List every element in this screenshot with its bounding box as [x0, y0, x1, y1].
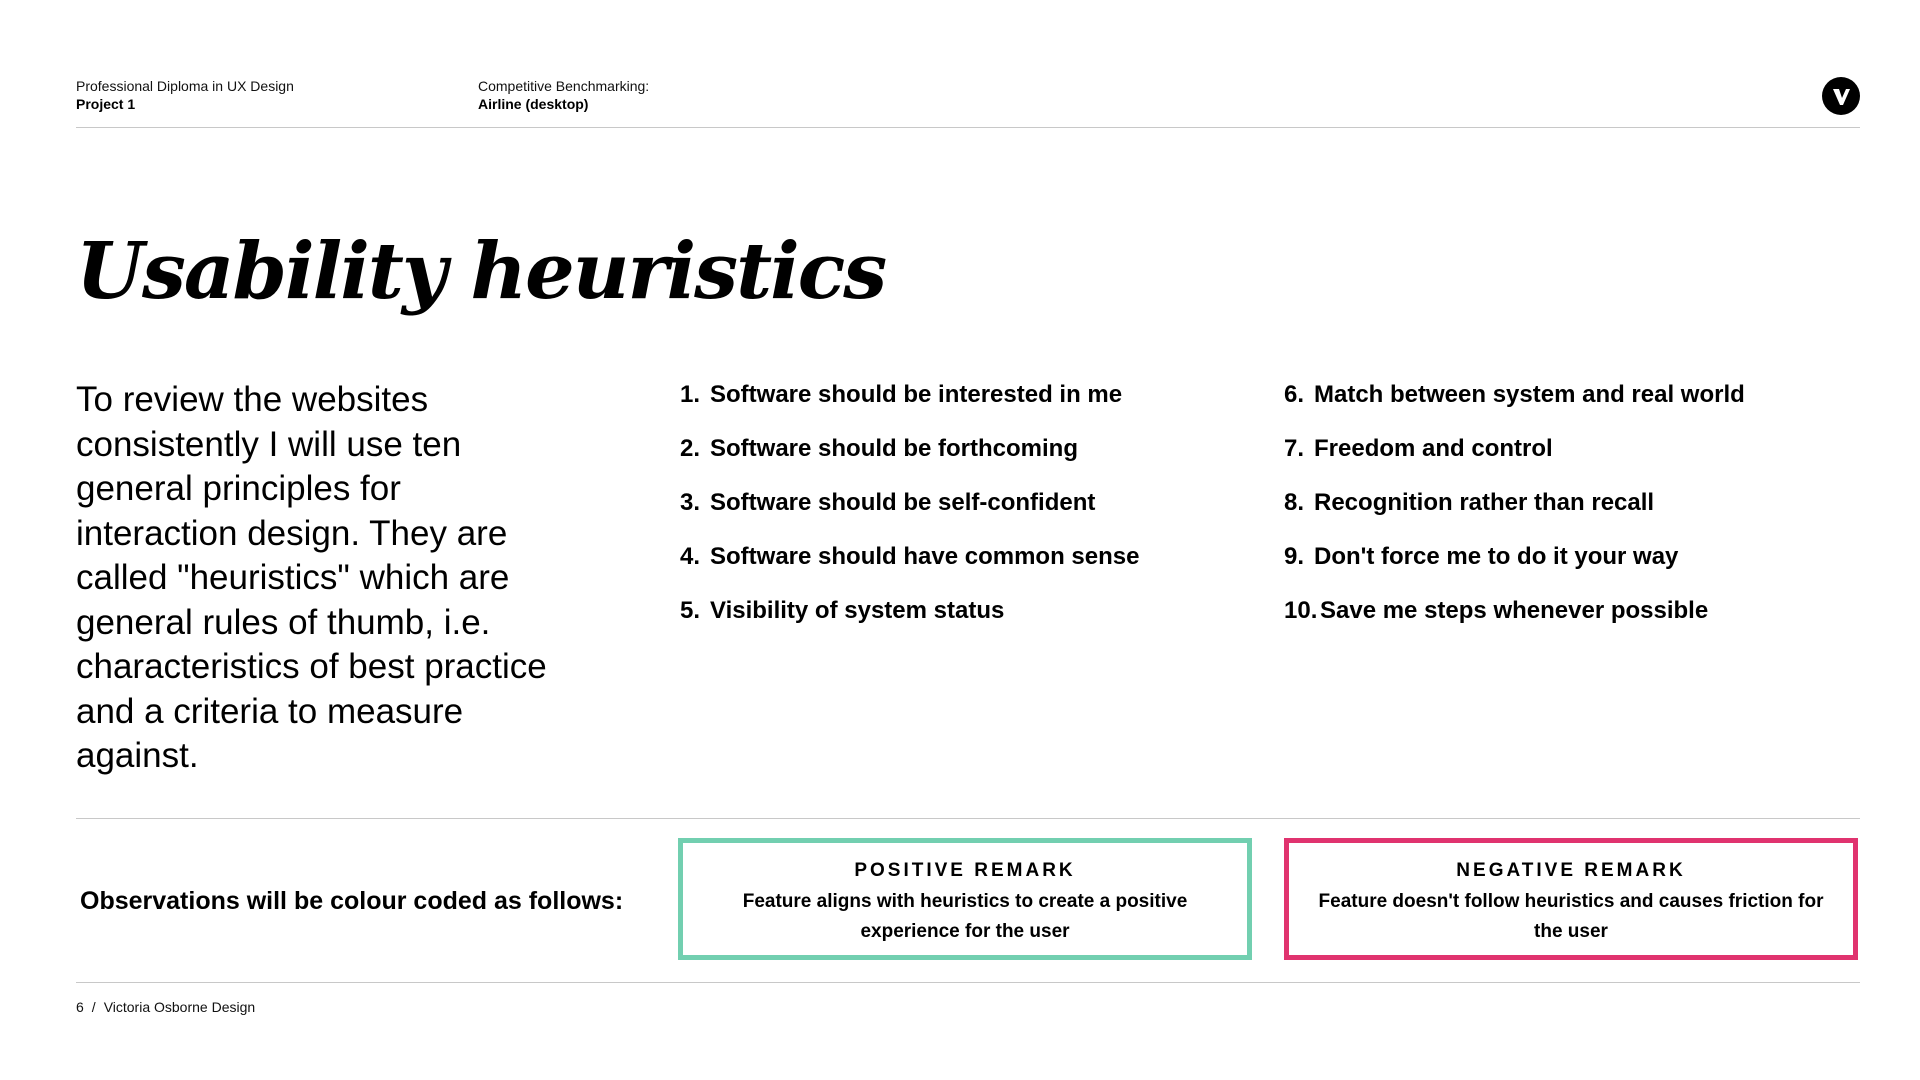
v-monogram-icon: [1822, 77, 1860, 115]
legend-label: Observations will be colour coded as follows:: [80, 887, 624, 915]
heuristic-text: Software should have common sense: [710, 543, 1140, 570]
positive-remark-body: Feature aligns with heuristics to create a positive experience for the user: [742, 891, 1188, 942]
footer-divider: [76, 982, 1860, 983]
course-label: Professional Diploma in UX Design: [76, 78, 294, 94]
heuristic-number: 5.: [680, 597, 701, 624]
heuristic-item: [1284, 542, 1860, 572]
heuristic-number: 8.: [1284, 489, 1305, 516]
heuristic-number: 9.: [1284, 543, 1305, 570]
footer-separator: /: [91, 999, 96, 1015]
course-value: Project 1: [76, 96, 136, 112]
section-divider: [76, 818, 1860, 819]
course-info: [76, 77, 294, 113]
heuristic-text: Don't force me to do it your way: [1314, 543, 1679, 570]
heuristics-list-right: [1284, 380, 1860, 650]
negative-remark-box: [1284, 838, 1858, 960]
topic-info: [478, 77, 649, 113]
page-header: [76, 77, 1860, 127]
heuristic-number: 7.: [1284, 435, 1305, 462]
heuristic-item: [680, 488, 1240, 518]
heuristic-number: 10.: [1284, 597, 1318, 624]
heuristic-number: 4.: [680, 543, 701, 570]
heuristic-text: Match between system and real world: [1314, 381, 1745, 408]
heuristic-item: [1284, 434, 1860, 464]
positive-remark-box: [678, 838, 1252, 960]
heuristic-item: [680, 380, 1240, 410]
topic-value: Airline (desktop): [478, 96, 589, 112]
heuristic-item: [680, 542, 1240, 572]
topic-label: Competitive Benchmarking:: [478, 78, 650, 94]
heuristic-text: Visibility of system status: [710, 597, 1005, 624]
heuristic-text: Software should be self-confident: [710, 489, 1096, 516]
negative-remark-title: NEGATIVE REMARK: [1456, 860, 1686, 881]
page-title: Usability heuristics: [76, 226, 886, 317]
heuristic-text: Software should be interested in me: [710, 381, 1123, 408]
positive-remark-title: POSITIVE REMARK: [854, 860, 1076, 881]
page-footer: [76, 998, 255, 1016]
negative-remark-body: Feature doesn't follow heuristics and causes friction for the user: [1318, 891, 1824, 942]
heuristic-item: [1284, 488, 1860, 518]
heuristics-list-left: [680, 380, 1240, 650]
heuristic-text: Freedom and control: [1314, 435, 1553, 462]
intro-paragraph: To review the websites consistently I will use ten general principles for interaction design. They are called "heuristics" which are general rules of thumb, i.e. characteristics of best practice and a criteria to measure against.: [76, 380, 547, 775]
heuristic-item: [1284, 380, 1860, 410]
heuristic-text: Save me steps whenever possible: [1320, 597, 1709, 624]
heuristic-item: [680, 596, 1240, 626]
heuristic-number: 2.: [680, 435, 701, 462]
footer-author: Victoria Osborne Design: [103, 999, 256, 1015]
heuristic-item: [680, 434, 1240, 464]
header-divider: [76, 127, 1860, 128]
heuristic-number: 1.: [680, 381, 701, 408]
heuristic-number: 6.: [1284, 381, 1305, 408]
heuristic-item: [1284, 596, 1860, 626]
heuristic-text: Recognition rather than recall: [1314, 489, 1655, 516]
page-number: 6: [76, 999, 84, 1015]
heuristic-number: 3.: [680, 489, 701, 516]
heuristic-text: Software should be forthcoming: [710, 435, 1079, 462]
